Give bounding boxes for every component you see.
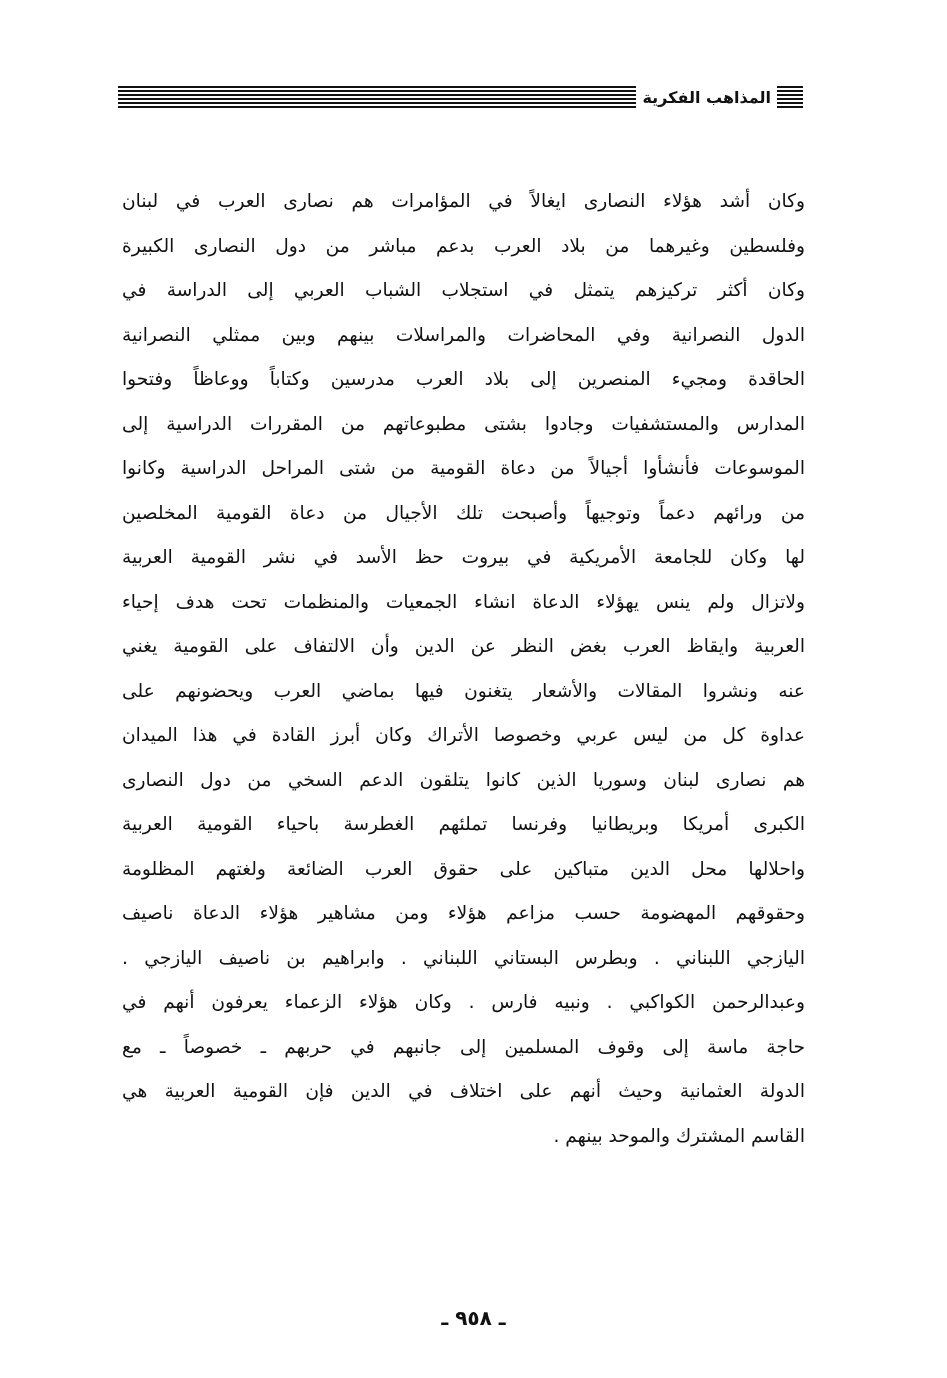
text-line: العربية وايقاظ العرب بغض النظر عن الدين وأن الالتفاف على القومية يغني (122, 636, 805, 657)
body-text (122, 180, 805, 1159)
text-line: اليازجي اللبناني . وبطرس البستاني اللبناني . وابراهيم بن ناصيف اليازجي . (122, 947, 805, 969)
text-line: ولاتزال ولم ينس يهؤلاء الدعاة انشاء الجمعيات والمنظمات تحت هدف إحياء (122, 591, 805, 613)
text-line: الدولة العثمانية وحيث أنهم على اختلاف في الدين فإن القومية العربية هي (122, 1081, 805, 1102)
header-rule-short (777, 86, 803, 108)
text-line: القاسم المشترك والموحد بينهم . (553, 1125, 805, 1147)
text-line: واحلالها محل الدين متباكين على حقوق العرب الضائعة ولغتهم المظلومة (122, 858, 805, 880)
text-line: وفلسطين وغيرهما من بلاد العرب بدعم مباشر من دول النصارى الكبيرة (122, 235, 805, 257)
text-line: الموسوعات فأنشأوا أجيالاً من دعاة القومية من شتى المراحل الدراسية وكانوا (122, 458, 805, 479)
text-line: وكان أشد هؤلاء النصارى ايغالاً في المؤامرات هم نصارى العرب في لبنان (122, 191, 805, 212)
text-line: المدارس والمستشفيات وجادوا بشتى مطبوعاتهم من المقررات الدراسية إلى (122, 413, 805, 435)
text-line: عنه ونشروا المقالات والأشعار يتغنون فيها بماضي العرب ويحضونهم على (122, 680, 805, 702)
text-line: من ورائهم دعماً وتوجيهاً وأصبحت تلك الأجيال من دعاة القومية المخلصين (122, 502, 805, 524)
text-line: وحقوقهم المهضومة حسب مزاعم هؤلاء ومن مشاهير هؤلاء الدعاة ناصيف (122, 903, 805, 924)
text-line: وعبدالرحمن الكواكبي . ونبيه فارس . وكان هؤلاء الزعماء يعرفون أنهم في (122, 992, 805, 1013)
text-line: الكبرى أمريكا وبريطانيا وفرنسا تملئهم الغطرسة باحياء القومية العربية (122, 814, 805, 835)
text-line: عداوة كل من ليس عربي وخصوصا الأتراك وكان أبرز القادة في هذا الميدان (122, 725, 805, 746)
text-line: حاجة ماسة إلى وقوف المسلمين إلى جانبهم في حربهم ـ خصوصاً ـ مع (122, 1036, 805, 1058)
header-rule-long (118, 86, 636, 108)
text-line: لها وكان للجامعة الأمريكية في بيروت حظ الأسد في نشر القومية العربية (122, 547, 805, 568)
text-line: الحاقدة ومجيء المنصرين إلى بلاد العرب مدرسين وكتاباً ووعاظاً وفتحوا (122, 369, 805, 390)
page-number: ـ ٩٥٨ ـ (441, 1306, 506, 1330)
text-line: وكان أكثر تركيزهم يتمثل في استجلاب الشباب العربي إلى الدراسة في (122, 280, 805, 301)
text-line: الدول النصرانية وفي المحاضرات والمراسلات بينهم وبين ممثلي النصرانية (122, 324, 805, 346)
header-title: المذاهب الفكرية (642, 87, 771, 107)
text-line: هم نصارى لبنان وسوريا الذين كانوا يتلقون الدعم السخي من دول النصارى (122, 769, 805, 791)
running-header (118, 82, 803, 112)
